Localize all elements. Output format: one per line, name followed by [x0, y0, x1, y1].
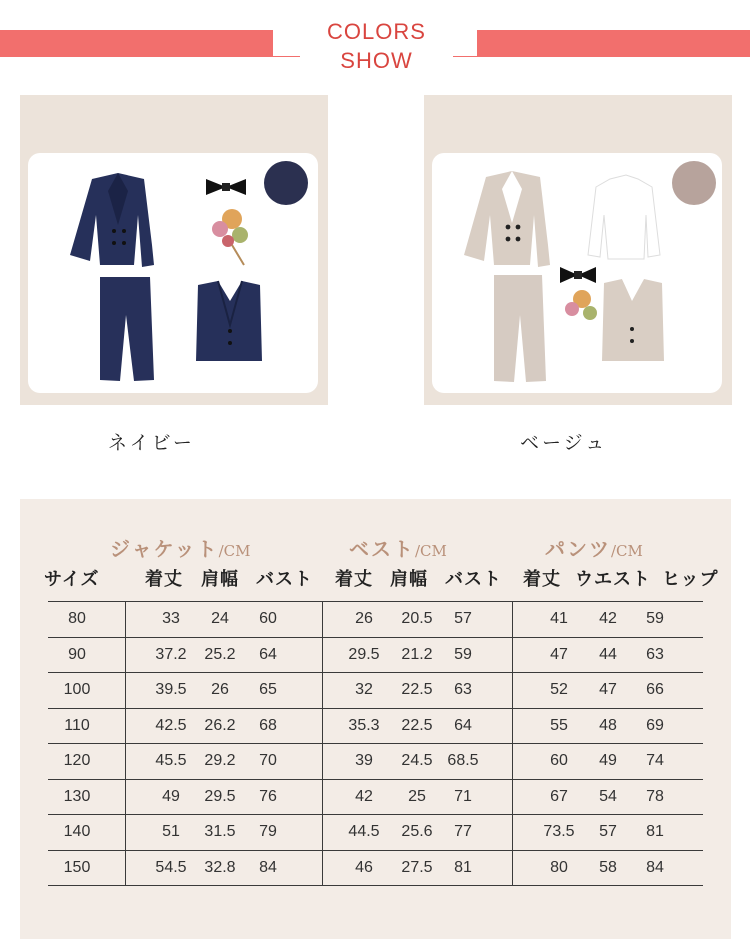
header-rule-right — [453, 56, 477, 57]
measurement-cell: 60 — [259, 610, 277, 627]
measurement-cell: 59 — [646, 610, 664, 627]
measurement-cell: 47 — [550, 646, 568, 663]
measurement-cell: 57 — [454, 610, 472, 627]
measurement-cell: 37.2 — [155, 646, 187, 663]
header-rule-left — [273, 56, 300, 57]
measurement-cell: 22.5 — [401, 681, 433, 698]
row-divider — [48, 708, 703, 709]
measurement-cell: 66 — [646, 681, 664, 698]
measurement-cell: 42.5 — [155, 717, 187, 734]
measurement-cell: 60 — [550, 752, 568, 769]
measurement-cell: 24.5 — [401, 752, 433, 769]
row-divider — [48, 814, 703, 815]
measurement-cell: 24 — [211, 610, 229, 627]
measurement-cell: 54 — [599, 788, 617, 805]
measurement-cell: 42 — [355, 788, 373, 805]
column-header-size: サイズ — [44, 569, 100, 590]
size-cell: 140 — [63, 823, 91, 840]
color-name-beige: ベージュ — [520, 432, 608, 454]
group-label-vest: ベスト/CM — [349, 537, 447, 561]
measurement-cell: 49 — [599, 752, 617, 769]
header-band-right — [477, 30, 750, 57]
measurement-cell: 51 — [162, 823, 180, 840]
size-cell: 80 — [68, 610, 86, 627]
measurement-cell: 57 — [599, 823, 617, 840]
column-header-jacket-shoulder: 肩幅 — [201, 569, 239, 590]
measurement-cell: 26 — [211, 681, 229, 698]
product-image-beige — [424, 95, 732, 405]
column-header-pants-length: 着丈 — [523, 569, 561, 590]
beige-color-swatch — [672, 161, 716, 205]
row-divider — [48, 850, 703, 851]
group-label-jacket: ジャケット/CM — [110, 537, 251, 561]
group-unit-pants: /CM — [611, 542, 643, 560]
measurement-cell: 45.5 — [155, 752, 187, 769]
measurement-cell: 69 — [646, 717, 664, 734]
row-divider — [48, 885, 703, 886]
measurement-cell: 33 — [162, 610, 180, 627]
measurement-cell: 44.5 — [348, 823, 380, 840]
group-unit-jacket: /CM — [218, 542, 251, 560]
row-divider — [48, 779, 703, 780]
measurement-cell: 55 — [550, 717, 568, 734]
column-header-vest-bust: バスト — [445, 569, 502, 590]
size-cell: 100 — [63, 681, 91, 698]
measurement-cell: 68.5 — [447, 752, 479, 769]
measurement-cell: 52 — [550, 681, 568, 698]
measurement-cell: 64 — [259, 646, 277, 663]
column-header-pants-hip: ヒップ — [662, 569, 719, 590]
measurement-cell: 76 — [259, 788, 277, 805]
measurement-cell: 79 — [259, 823, 277, 840]
measurement-cell: 25.6 — [401, 823, 433, 840]
row-divider — [48, 743, 703, 744]
measurement-cell: 65 — [259, 681, 277, 698]
measurement-cell: 47 — [599, 681, 617, 698]
row-divider — [48, 637, 703, 638]
measurement-cell: 35.3 — [348, 717, 380, 734]
measurement-cell: 26 — [355, 610, 373, 627]
measurement-cell: 84 — [259, 859, 277, 876]
measurement-cell: 59 — [454, 646, 472, 663]
measurement-cell: 78 — [646, 788, 664, 805]
measurement-cell: 81 — [646, 823, 664, 840]
measurement-cell: 39.5 — [155, 681, 187, 698]
measurement-cell: 64 — [454, 717, 472, 734]
measurement-cell: 58 — [599, 859, 617, 876]
column-header-pants-waist: ウエスト — [575, 569, 651, 590]
measurement-cell: 39 — [355, 752, 373, 769]
measurement-cell: 73.5 — [543, 823, 575, 840]
color-name-navy: ネイビー — [108, 432, 195, 454]
navy-suit-set-illustration — [20, 95, 328, 405]
measurement-cell: 74 — [646, 752, 664, 769]
measurement-cell: 32 — [355, 681, 373, 698]
measurement-cell: 29.2 — [204, 752, 236, 769]
measurement-cell: 48 — [599, 717, 617, 734]
measurement-cell: 25 — [408, 788, 426, 805]
measurement-cell: 54.5 — [155, 859, 187, 876]
measurement-cell: 42 — [599, 610, 617, 627]
product-image-navy — [20, 95, 328, 405]
header-title-line1: COLORS — [327, 19, 426, 44]
measurement-cell: 84 — [646, 859, 664, 876]
group-unit-vest: /CM — [415, 542, 447, 560]
measurement-cell: 29.5 — [348, 646, 380, 663]
column-header-jacket-length: 着丈 — [145, 569, 183, 590]
column-header-vest-shoulder: 肩幅 — [390, 569, 428, 590]
measurement-cell: 41 — [550, 610, 568, 627]
measurement-cell: 67 — [550, 788, 568, 805]
measurement-cell: 29.5 — [204, 788, 236, 805]
measurement-cell: 26.2 — [204, 717, 236, 734]
group-label-pants: パンツ/CM — [545, 537, 643, 561]
measurement-cell: 80 — [550, 859, 568, 876]
header-title-line2: SHOW — [340, 48, 413, 73]
measurement-cell: 77 — [454, 823, 472, 840]
header-band-left — [0, 30, 273, 57]
measurement-cell: 49 — [162, 788, 180, 805]
size-cell: 150 — [63, 859, 91, 876]
measurement-cell: 70 — [259, 752, 277, 769]
measurement-cell: 63 — [454, 681, 472, 698]
measurement-cell: 27.5 — [401, 859, 433, 876]
row-divider — [48, 672, 703, 673]
navy-color-swatch — [264, 161, 308, 205]
measurement-cell: 63 — [646, 646, 664, 663]
measurement-cell: 71 — [454, 788, 472, 805]
row-divider — [48, 601, 703, 602]
size-cell: 110 — [64, 717, 90, 734]
measurement-cell: 25.2 — [204, 646, 236, 663]
beige-suit-set-illustration — [424, 95, 732, 405]
size-cell: 130 — [63, 788, 91, 805]
column-header-vest-length: 着丈 — [335, 569, 373, 590]
measurement-cell: 31.5 — [204, 823, 236, 840]
measurement-cell: 22.5 — [401, 717, 433, 734]
measurement-cell: 32.8 — [204, 859, 236, 876]
measurement-cell: 81 — [454, 859, 472, 876]
column-header-jacket-bust: バスト — [256, 569, 313, 590]
measurement-cell: 21.2 — [401, 646, 433, 663]
size-cell: 120 — [63, 752, 91, 769]
measurement-cell: 46 — [355, 859, 373, 876]
measurement-cell: 68 — [259, 717, 277, 734]
size-cell: 90 — [68, 646, 86, 663]
measurement-cell: 20.5 — [401, 610, 433, 627]
measurement-cell: 44 — [599, 646, 617, 663]
